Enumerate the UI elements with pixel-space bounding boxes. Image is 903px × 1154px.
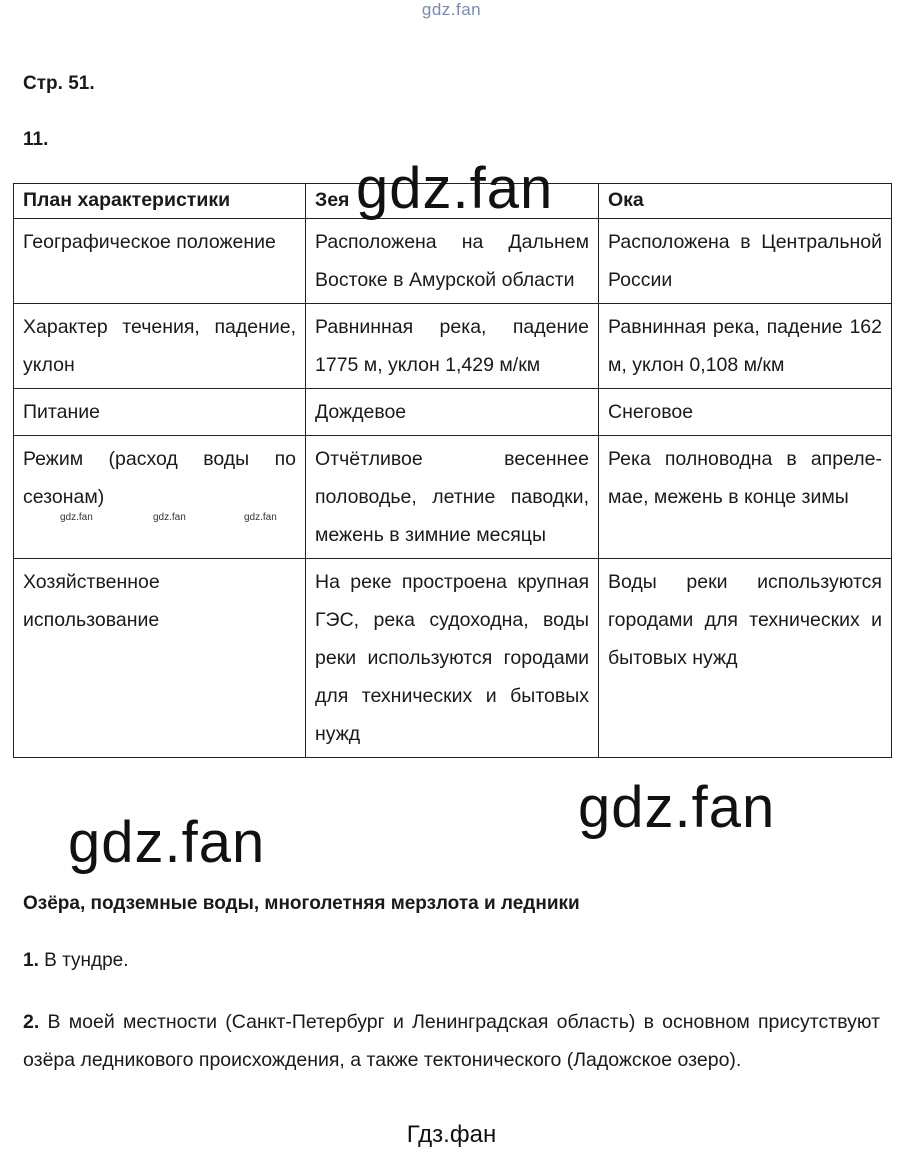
answer-1	[23, 950, 129, 972]
table-row	[14, 389, 892, 436]
table-cell: Отчётливое весеннее половодье, летние паводки, межень в зимние месяцы	[306, 436, 599, 559]
table-cell: Географическое положение	[14, 219, 306, 304]
table-cell: Расположена в Центральной России	[599, 219, 892, 304]
watermark-big: gdz.fan	[356, 156, 554, 221]
watermark-small: gdz.fan	[244, 512, 277, 523]
page-number: Стр. 51.	[23, 73, 95, 94]
table-cell: Равнинная река, падение 1775 м, уклон 1,429 м/км	[306, 304, 599, 389]
header-plan: План характеристики	[14, 184, 306, 219]
table-cell: Питание	[14, 389, 306, 436]
characteristics-table	[13, 183, 892, 758]
table-cell: Река полноводна в апреле-мае, межень в конце зимы	[599, 436, 892, 559]
table-row	[14, 436, 892, 559]
answer-text: В моей местности (Санкт-Петербург и Ленинградская область) в основном присутствуют озёра ледникового происхождения, а также тектонического (Ладожское озеро).	[23, 1011, 881, 1071]
task-number: 11.	[23, 129, 49, 150]
answer-number: 1.	[23, 950, 39, 971]
table-cell: Хозяйственное использование	[14, 559, 306, 758]
header-zeya: Зея	[306, 184, 599, 219]
table-cell: Расположена на Дальнем Востоке в Амурской области	[306, 219, 599, 304]
table-cell: На реке простроена крупная ГЭС, река судоходна, воды реки используются городами для технических и бытовых нужд	[306, 559, 599, 758]
table-cell: Равнинная река, падение 162 м, уклон 0,108 м/км	[599, 304, 892, 389]
answer-text: В тундре.	[44, 950, 129, 971]
table-cell: Характер течения, падение, уклон	[14, 304, 306, 389]
table-cell: Дождевое	[306, 389, 599, 436]
watermark-big: gdz.fan	[578, 775, 776, 840]
watermark-footer: Гдз.фан	[406, 1121, 497, 1148]
table-cell: Режим (расход воды по сезонам)	[14, 436, 306, 559]
answer-2	[23, 1003, 880, 1079]
watermark-small: gdz.fan	[153, 512, 186, 523]
table-row	[14, 304, 892, 389]
watermark-small: gdz.fan	[60, 512, 93, 523]
table-row	[14, 219, 892, 304]
answer-number: 2.	[23, 1011, 40, 1033]
watermark-big: gdz.fan	[68, 810, 266, 875]
section-title: Озёра, подземные воды, многолетняя мерзлота и ледники	[23, 893, 580, 914]
table-row	[14, 559, 892, 758]
header-oka: Ока	[599, 184, 892, 219]
watermark-top: gdz.fan	[421, 0, 482, 19]
table-cell: Снеговое	[599, 389, 892, 436]
table-cell: Воды реки используются городами для технических и бытовых нужд	[599, 559, 892, 758]
